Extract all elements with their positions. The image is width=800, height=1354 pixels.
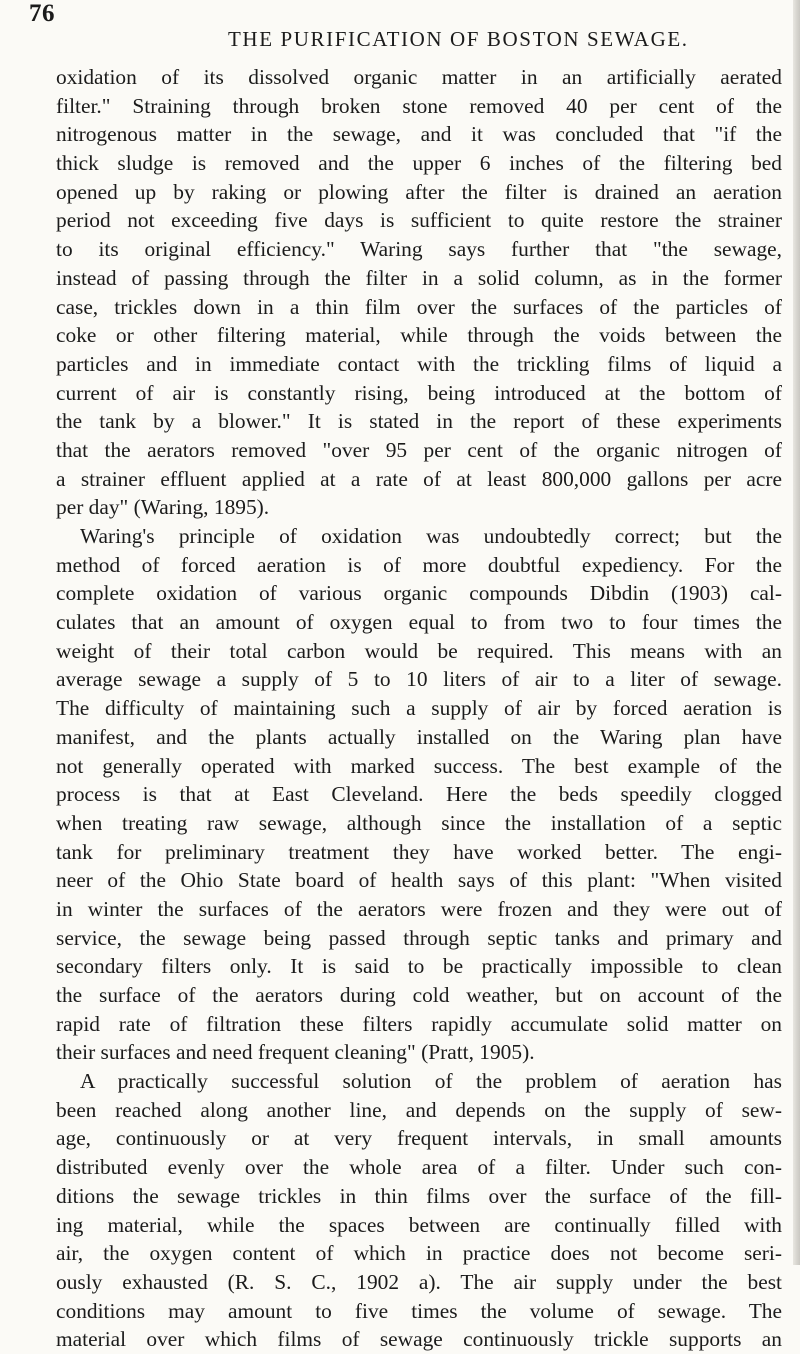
text-line: distributed evenly over the whole area of a filter. Under such con- <box>56 1155 782 1180</box>
text-line: weight of their total carbon would be required. This means with an <box>56 638 782 663</box>
text-line: coke or other filtering material, while through the voids between the <box>56 323 782 348</box>
text-line: ously exhausted (R. S. C., 1902 a). The air supply under the best <box>56 1269 782 1294</box>
text-line: complete oxidation of various organic compounds Dibdin (1903) cal- <box>56 581 782 606</box>
text-line: A practically successful solution of the problem of aeration has <box>80 1069 782 1094</box>
text-line: conditions may amount to five times the volume of sewage. The <box>56 1298 782 1323</box>
text-line: the surface of the aerators during cold weather, but on account of the <box>56 983 782 1007</box>
text-line: a strainer effluent applied at a rate of at least 800,000 gallons per acre <box>56 466 782 491</box>
text-line: air, the oxygen content of which in practice does not become seri- <box>56 1241 782 1266</box>
text-line: tank for preliminary treatment they have worked better. The engi- <box>56 839 782 864</box>
text-line: that the aerators removed "over 95 per cent of the organic nitrogen of <box>56 437 782 462</box>
text-line: material over which films of sewage continuously trickle supports an <box>56 1327 782 1352</box>
text-line: service, the sewage being passed through septic tanks and primary and <box>56 925 782 950</box>
text-line: nitrogenous matter in the sewage, and it was concluded that "if the <box>56 122 782 147</box>
text-line: ditions the sewage trickles in thin films over the surface of the fill- <box>56 1183 782 1208</box>
text-line: instead of passing through the filter in a solid column, as in the former <box>56 265 782 290</box>
text-line: method of forced aeration is of more doubtful expediency. For the <box>56 552 782 577</box>
text-line: neer of the Ohio State board of health says of this plant: "When visited <box>56 868 782 893</box>
text-line: to its original efficiency." Waring says further that "the sewage, <box>56 237 782 262</box>
running-title: THE PURIFICATION OF BOSTON SEWAGE. <box>228 27 689 51</box>
text-line: thick sludge is removed and the upper 6 inches of the filtering bed <box>56 151 782 176</box>
text-line: rapid rate of filtration these filters rapidly accumulate solid matter on <box>56 1011 782 1036</box>
text-line: culates that an amount of oxygen equal to from two to four times the <box>56 610 782 635</box>
text-line: their surfaces and need frequent cleaning" (Pratt, 1905). <box>56 1040 535 1065</box>
text-line: secondary filters only. It is said to be practically impossible to clean <box>56 954 782 979</box>
text-line: when treating raw sewage, although since the installation of a septic <box>56 810 782 835</box>
text-line: Waring's principle of oxidation was undoubtedly correct; but the <box>80 524 782 548</box>
text-line: ing material, while the spaces between are continually filled with <box>56 1212 782 1237</box>
text-line: current of air is constantly rising, being introduced at the bottom of <box>56 380 782 405</box>
text-line: process is that at East Cleveland. Here the beds speedily clogged <box>56 782 782 807</box>
text-line: manifest, and the plants actually installed on the Waring plan have <box>56 724 782 749</box>
text-line: not generally operated with marked success. The best example of the <box>56 753 782 778</box>
page-number: 76 <box>29 0 55 27</box>
text-line: particles and in immediate contact with the trickling films of liquid a <box>56 351 782 376</box>
text-line: period not exceeding five days is sufficient to quite restore the strainer <box>56 208 782 233</box>
text-line: in winter the surfaces of the aerators were frozen and they were out of <box>56 896 782 921</box>
body-text <box>56 63 782 1354</box>
text-line: filter." Straining through broken stone removed 40 per cent of the <box>56 93 782 118</box>
page-edge-shadow <box>793 0 800 1265</box>
text-line: opened up by raking or plowing after the filter is drained an aeration <box>56 179 782 204</box>
text-line: the tank by a blower." It is stated in the report of these experiments <box>56 409 782 434</box>
text-line: average sewage a supply of 5 to 10 liters of air to a liter of sewage. <box>56 667 782 692</box>
text-line: The difficulty of maintaining such a supply of air by forced aeration is <box>56 696 782 721</box>
text-line: oxidation of its dissolved organic matter in an artificially aerated <box>56 65 782 89</box>
text-line: been reached along another line, and depends on the supply of sew- <box>56 1097 782 1122</box>
text-line: age, continuously or at very frequent intervals, in small amounts <box>56 1126 782 1151</box>
text-line: case, trickles down in a thin film over the surfaces of the particles of <box>56 294 782 319</box>
text-line: per day" (Waring, 1895). <box>56 495 270 520</box>
